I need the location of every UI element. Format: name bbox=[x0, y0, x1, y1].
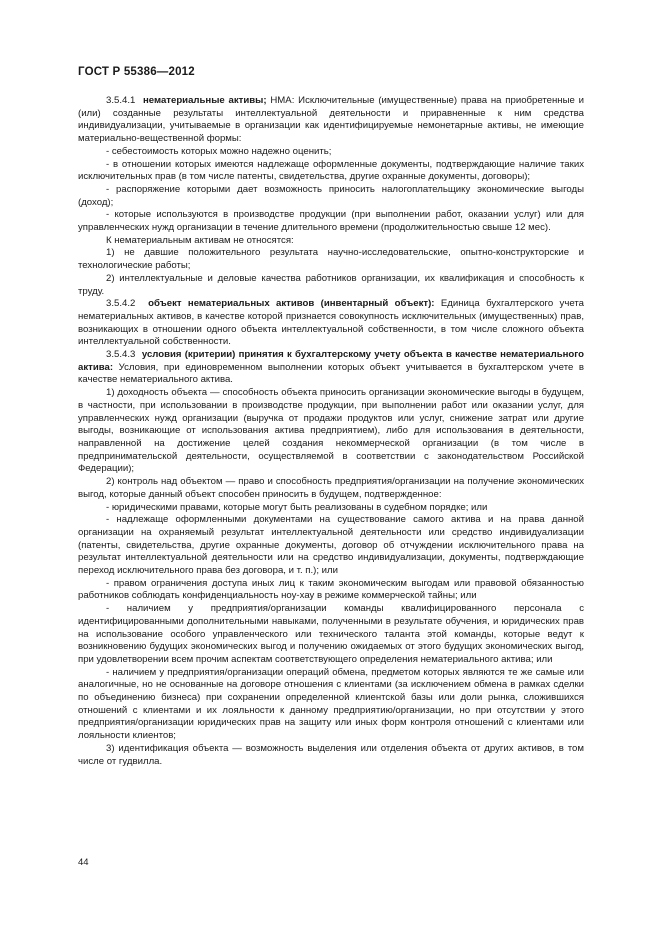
list-item: 2) интеллектуальные и деловые качества работников организации, их квалификация и способность к труду. bbox=[78, 272, 584, 297]
definition-3-5-4-1 bbox=[78, 95, 584, 146]
list-item: - наличием у предприятия/организации команды квалифицированного персонала с идентифицированными дополнительными навыками, полученными в результате обучения, и юридических прав на использование особого управленческого или технического таланта этой команды, которые ведут к возникновению будущих экономических выгод и получению ожидаемых от этого будущих экономических выгод, при удовлетворении всем прочим аспектам соответствующего определения нематериального актива; или bbox=[78, 603, 584, 665]
list-item: 1) не давшие положительного результата научно-исследовательские, опытно-конструкторские и технологические работы; bbox=[78, 247, 584, 272]
list-item: - в отношении которых имеются надлежаще оформленные документы, подтверждающие наличие таких исключительных прав (в том числе патенты, свидетельства, другие охранные документы, договоры); bbox=[78, 158, 584, 183]
document-body bbox=[78, 95, 584, 768]
paragraph: К нематериальным активам не относятся: bbox=[106, 234, 294, 246]
list-item: - правом ограничения доступа иных лиц к таким экономическим выгодам или правовой обязанностью работников соблюдать конфиденциальность ноу-хау в режиме коммерческой тайны; или bbox=[78, 577, 584, 602]
definition-text: Единица бухгалтерского учета нематериальных активов, в качестве которой признается совокупность исключительных (имущественных) прав, возникающих в отношении одного объекта интеллектуальной собственности, в том числе сложного объекта интеллектуальной собственности. bbox=[78, 298, 584, 348]
definition-text: Условия, при единовременном выполнении которых объект учитывается в бухгалтерском учете в качестве нематериального актива. bbox=[78, 361, 585, 386]
definition-3-5-4-3 bbox=[78, 349, 584, 387]
list-item: - распоряжение которыми дает возможность приносить налогоплательщику экономические выгоды (доход); bbox=[78, 183, 584, 208]
list-item: 3) идентификация объекта — возможность выделения или отделения объекта от других активов, в том числе от гудвилла. bbox=[78, 742, 584, 767]
definition-text: НМА: Исключительные (имущественные) права на приобретенные и (или) созданные результаты интеллектуальной деятельности и приравненные к ним средства индивидуализации, учитываемые в организации как идентифицируемые немонетарные активы, не имеющие материально-вещественной формы: bbox=[78, 95, 584, 145]
page-number: 44 bbox=[78, 857, 89, 868]
list-item: - надлежаще оформленными документами на существование самого актива и на права данной организации на охраняемый результат интеллектуальной деятельности или средство индивидуализации (патенты, свидетельства, другие охранные документы, договор об отчуждении исключительного права на результат интеллектуальной деятельности или на средство индивидуализации, документы, подтверждающие переход исключительного права без договора, и т. п.); или bbox=[78, 514, 584, 577]
clause-number: 3.5.4.1 bbox=[106, 95, 136, 106]
document-header: ГОСТ Р 55386—2012 bbox=[78, 66, 195, 78]
term: объект нематериальных активов (инвентарный объект): bbox=[148, 298, 435, 310]
term: условия (критерии) принятия к бухгалтерскому учету объекта в качестве нематериального актива: bbox=[78, 349, 584, 373]
clause-number: 3.5.4.3 bbox=[106, 349, 136, 361]
list-item: - себестоимость которых можно надежно оценить; bbox=[106, 145, 332, 157]
list-item: - наличием у предприятия/организации операций обмена, предметом которых являются те же самые или аналогичные, но не основанные на договоре отношения с клиентами (за исключением обмена в рамках сделки по объединению бизнеса) при сохранении определенной клиентской базы или доли рынка, сложившихся отношений с клиентами и их лояльности к данному предприятию/организации, но при отсутствии у этого предприятия/организации юридических прав на защиту или иных форм контроля отношений с клиентами или лояльности клиентов; bbox=[78, 666, 584, 742]
list-item: 1) доходность объекта — способность объекта приносить организации экономические выгоды в будущем, в частности, при использовании в производстве продукции, при выполнении работ или оказании услуг, для управленческих нужд организации (выручка от продажи продуктов или услуг, снижение затрат или другие выгоды, возникающие от использования актива предприятием), либо для использования в деятельности, направленной на достижение целей создания некоммерческой организации (в том числе в предпринимательской деятельности, осуществляемой в соответствии с законодательством Российской Федерации); bbox=[78, 387, 584, 475]
list-item: - которые используются в производстве продукции (при выполнении работ, оказании услуг) или для управленческих нужд организации в течение длительного времени (продолжительностью свыше 12 мес). bbox=[78, 209, 584, 234]
definition-3-5-4-2 bbox=[78, 298, 584, 349]
term: нематериальные активы; bbox=[142, 95, 267, 106]
list-item: 2) контроль над объектом — право и способность предприятия/организации на получение экономических выгод, которые данный объект способен приносить в будущем, подтвержденное: bbox=[78, 476, 584, 500]
list-item: - юридическими правами, которые могут быть реализованы в судебном порядке; или bbox=[106, 501, 488, 513]
clause-number: 3.5.4.2 bbox=[106, 298, 136, 310]
